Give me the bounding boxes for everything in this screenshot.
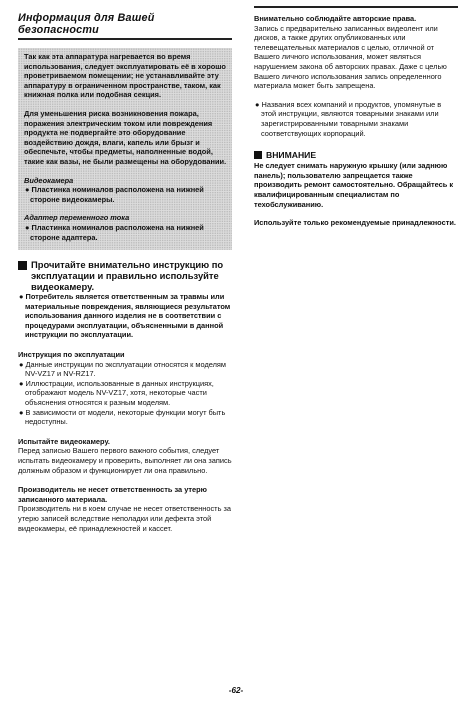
camera-title: Видеокамера xyxy=(24,175,74,185)
test-text: Перед записью Вашего первого важного события, следует испытать видеокамеру и проверить, выполняет ли она запись должным образом и функционирует ли она правильно. xyxy=(18,446,232,475)
top-rule xyxy=(254,6,458,8)
page-header xyxy=(18,12,232,40)
instructions-block xyxy=(18,350,232,427)
adapter-title: Адаптер переменного тока xyxy=(24,213,130,223)
instructions-title: Инструкция по эксплуатации xyxy=(18,350,125,360)
header-title-line2: безопасности xyxy=(18,24,99,36)
right-column xyxy=(254,14,458,228)
copyright-text: Запись с предварительно записанных видеолент или дисков, а также других опубликованных или телевещательных материалов с целью, отличной от Вашего личного использования, может являться нарушением закона об авторских правах. Даже с целью Вашего личного использования запись определенного материала может быть запрещена. xyxy=(254,23,447,91)
header-rule xyxy=(18,38,232,40)
list-item: ● Названия всех компаний и продуктов, упомянутые в этой инструкции, являются товарными знаками или зарегистрированными товарными знаками соответствующих корпораций. xyxy=(255,99,442,138)
list-item: ● Иллюстрации, использованные в данных инструкциях, отображают модель NV-VZ17, хотя, некоторые части объяснения относятся к разным моделям. xyxy=(19,378,214,408)
adapter-rating-note: ● Пластинка номиналов расположена на нижней стороне адаптера. xyxy=(25,222,204,242)
attention-text: Не следует снимать наружную крышку (или заднюю панель); пользователю запрещается также производить ремонт самостоятельно. Обращайтесь к квалифицированным специалистам по техобслуживанию. xyxy=(254,161,454,209)
copyright-block xyxy=(254,14,458,138)
list-item: ● Потребитель является ответственным за травмы или материальные повреждения, являющиеся результатом использования данного изделия не в соответствии с процедурами эксплуатации, объясненными в данной инструкции по эксплуатации. xyxy=(19,292,231,340)
attention-heading: ВНИМАНИЕ xyxy=(254,150,458,161)
producer-title: Производитель не несет ответственность за утерю записанного материала. xyxy=(18,485,207,504)
warning-ventilation: Так как эта аппаратура нагревается во время использования, следует эксплуатировать её в хорошо проветриваемом помещении; не устанавливайте эту аппаратуру в ограниченном пространстве, таком, как книжная полка или подобная секция. xyxy=(24,52,226,100)
test-title: Испытайте видеокамеру. xyxy=(18,436,110,446)
responsibility-list xyxy=(18,292,232,340)
left-column xyxy=(18,12,232,533)
camera-rating-note: ● Пластинка номиналов расположена на нижней стороне видеокамеры. xyxy=(25,185,204,204)
producer-block xyxy=(18,485,232,533)
warning-moisture: Для уменьшения риска возникновения пожара, поражения электрическим током или повреждения продукта не подвергайте это оборудование воздействию дождя, влаги, капель или брызг и обеспечьте, чтобы предметы, наполненные водой, такие как вазы, не были размещены на оборудовании. xyxy=(24,108,227,166)
list-item: ● Данные инструкции по эксплуатации относятся к моделям NV-VZ17 и NV-RZ17. xyxy=(19,359,227,379)
square-bullet-icon xyxy=(18,261,27,270)
warning-box xyxy=(18,48,232,250)
page-number: -62- xyxy=(228,686,244,695)
list-item: ● В зависимости от модели, некоторые функции могут быть недоступны. xyxy=(19,407,226,427)
square-bullet-icon xyxy=(254,151,262,159)
header-title-line1: Информация для Вашей xyxy=(18,12,155,24)
test-block xyxy=(18,437,232,475)
accessories-note: Используйте только рекомендуемые принадлежности. xyxy=(254,218,456,228)
producer-text: Производитель ни в коем случае не несет ответственность за утерю записей вследствие неполадки или дефекта этой видеокамеры, её принадлежностей и кассет. xyxy=(18,504,231,533)
read-instructions-heading: Прочитайте внимательно инструкцию по эксплуатации и правильно используйте видеокамеру. xyxy=(18,259,232,292)
copyright-title: Внимательно соблюдайте авторские права. xyxy=(254,14,417,23)
